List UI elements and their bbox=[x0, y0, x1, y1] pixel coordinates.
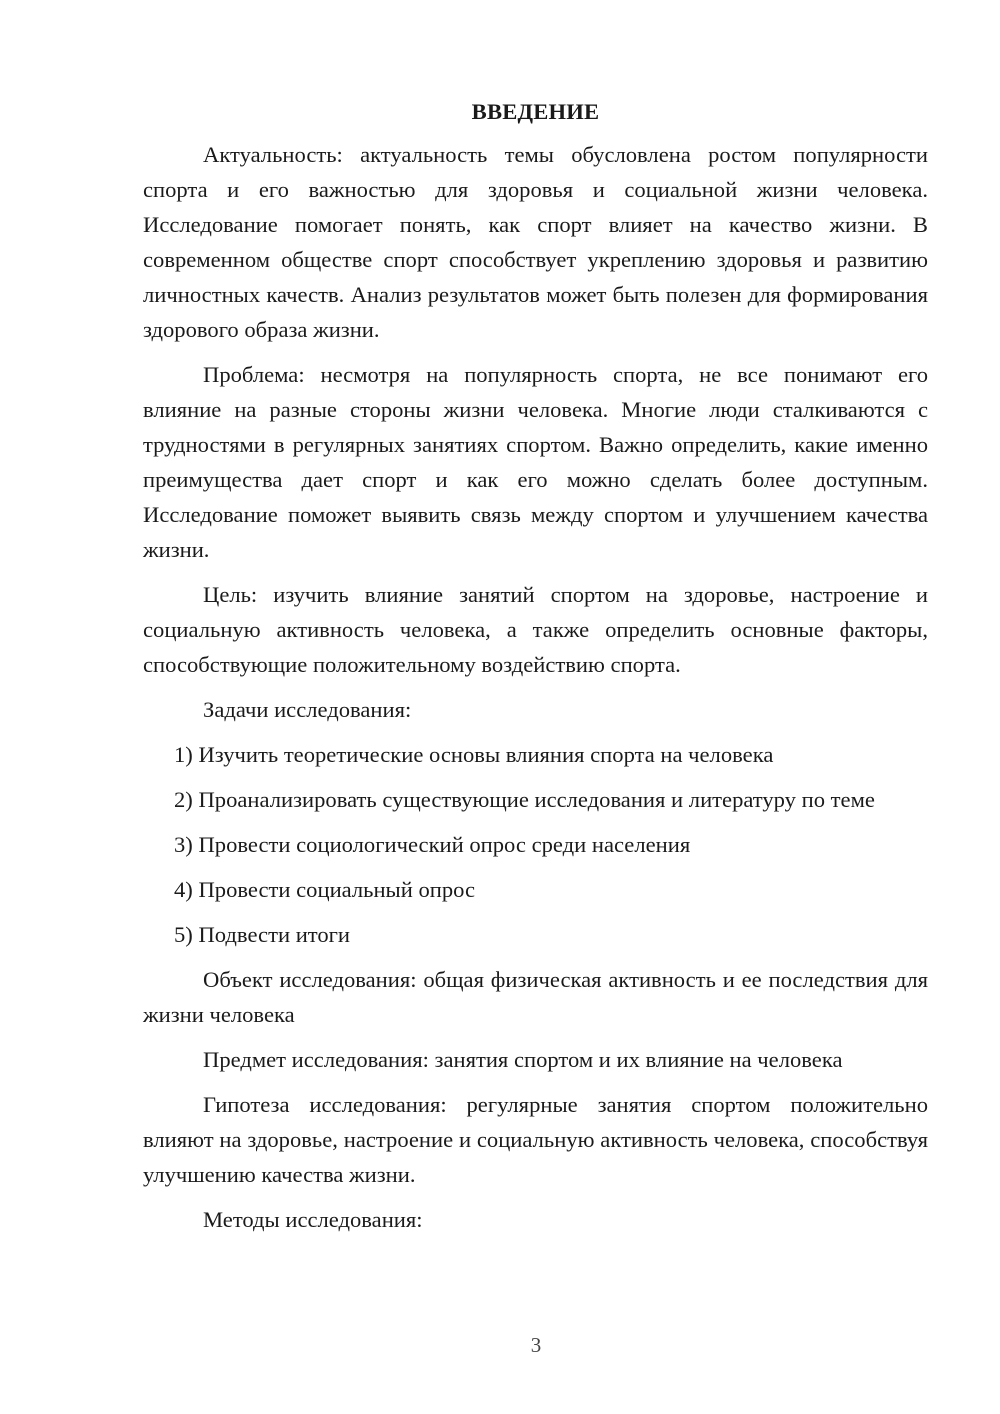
task-item-3: 3) Провести социологический опрос среди населения bbox=[174, 832, 691, 857]
object-paragraph: Объект исследования: общая физическая активность и ее последствия для жизни человека bbox=[143, 967, 928, 1027]
subject-paragraph: Предмет исследования: занятия спортом и их влияние на человека bbox=[203, 1047, 843, 1072]
relevance-paragraph: Актуальность: актуальность темы обусловлена ростом популярности спорта и его важностью для здоровья и социальной жизни человека. Исследование помогает понять, как спорт влияет на качество жизни. В современном обществе спорт способствует укреплению здоровья и развитию личностных качеств. Анализ результатов может быть полезен для формирования здорового образа жизни. bbox=[143, 142, 928, 342]
task-item-4: 4) Провести социальный опрос bbox=[174, 877, 476, 902]
task-item-5: 5) Подвести итоги bbox=[174, 922, 351, 947]
goal-paragraph: Цель: изучить влияние занятий спортом на здоровье, настроение и социальную активность человека, а также определить основные факторы, способствующие положительному воздействию спорта. bbox=[143, 582, 928, 677]
page-title: ВВЕДЕНИЕ bbox=[471, 99, 600, 124]
task-item-2: 2) Проанализировать существующие исследования и литературу по теме bbox=[174, 787, 875, 812]
page-number: 3 bbox=[530, 1333, 542, 1357]
hypothesis-paragraph: Гипотеза исследования: регулярные занятия спортом положительно влияют на здоровье, настроение и социальную активность человека, способствуя улучшению качества жизни. bbox=[143, 1092, 928, 1187]
document-page bbox=[143, 94, 928, 1247]
tasks-heading: Задачи исследования: bbox=[203, 697, 412, 722]
problem-paragraph: Проблема: несмотря на популярность спорта, не все понимают его влияние на разные стороны жизни человека. Многие люди сталкиваются с трудностями в регулярных занятиях спортом. Важно определить, какие именно преимущества дает спорт и как его можно сделать более доступным. Исследование поможет выявить связь между спортом и улучшением качества жизни. bbox=[143, 362, 928, 562]
methods-heading: Методы исследования: bbox=[203, 1207, 423, 1232]
task-item-1: 1) Изучить теоретические основы влияния спорта на человека bbox=[174, 742, 774, 767]
